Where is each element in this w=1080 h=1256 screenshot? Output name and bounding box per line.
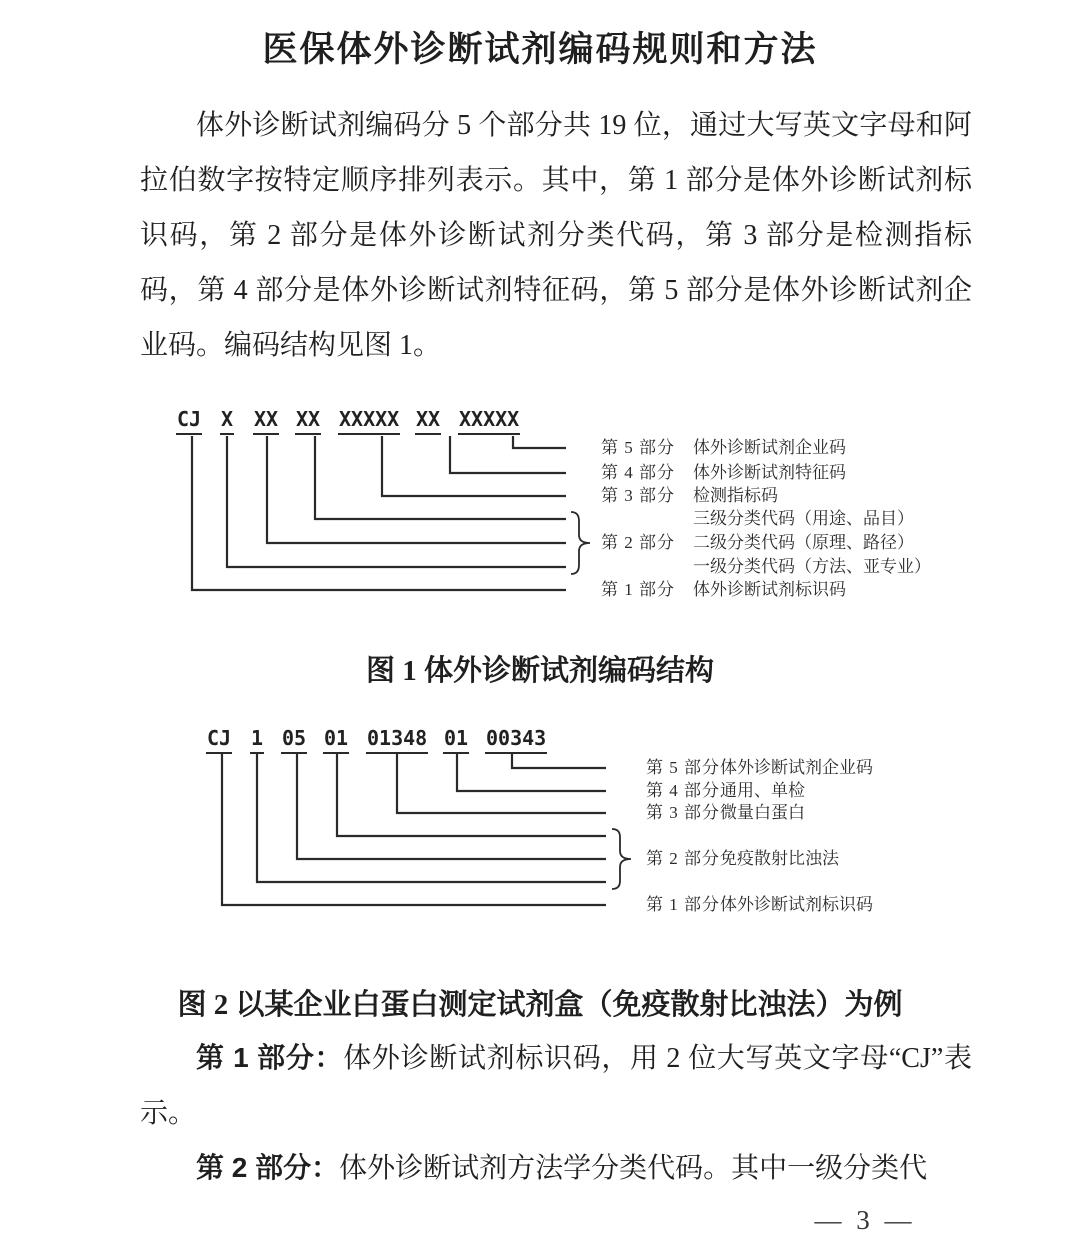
fig1-connector-lines <box>0 400 1080 615</box>
fig2-code-segment: 1 <box>250 725 264 754</box>
fig2-label-row <box>646 756 873 780</box>
figure2-example-diagram <box>0 723 1080 923</box>
fig2-label-row <box>646 779 805 803</box>
fig2-part-desc: 体外诊断试剂企业码 <box>720 758 873 777</box>
section-part2-paragraph <box>140 1140 972 1196</box>
fig2-part-name: 第 5 部分 <box>646 758 720 777</box>
section-part1-lead: 第 1 部分： <box>196 1042 344 1073</box>
fig2-label-row <box>646 847 839 871</box>
page-title: 医保体外诊断试剂编码规则和方法 <box>262 30 818 69</box>
fig2-code-segment: 01 <box>323 725 349 754</box>
fig1-label-row <box>601 531 914 555</box>
fig1-part-desc: 体外诊断试剂特征码 <box>693 463 846 482</box>
page-number: — 3 — <box>814 1205 916 1235</box>
fig2-code-segment: 05 <box>281 725 307 754</box>
fig2-part-desc: 体外诊断试剂标识码 <box>720 895 873 914</box>
fig2-code-segment: CJ <box>206 725 232 754</box>
fig2-code-segment: 01348 <box>366 725 428 754</box>
fig1-code-segment: XX <box>253 406 279 435</box>
fig1-label-row <box>601 436 846 460</box>
fig1-part-name: 第 3 部分 <box>601 486 675 505</box>
fig2-part-desc: 微量白蛋白 <box>720 803 805 822</box>
fig2-part-desc: 免疫散射比浊法 <box>720 849 839 868</box>
figure2-caption: 图 2 以某企业白蛋白测定试剂盒（免疫散射比浊法）为例 <box>177 989 903 1021</box>
section-part2-lead: 第 2 部分： <box>196 1152 340 1183</box>
fig1-part-desc: 三级分类代码（用途、品目） <box>693 509 914 528</box>
fig1-part-name: 第 1 部分 <box>601 580 675 599</box>
fig1-label-row <box>601 484 778 508</box>
fig1-part-desc: 检测指标码 <box>693 486 778 505</box>
fig2-part-desc: 通用、单检 <box>720 781 805 800</box>
figure1-coding-structure-diagram <box>0 400 1080 615</box>
fig2-part2-brace <box>612 829 631 889</box>
section-part1-paragraph <box>140 1030 972 1141</box>
fig1-code-segment: XXXXX <box>458 406 520 435</box>
fig1-part-name: 第 4 部分 <box>601 463 675 482</box>
fig2-part-name: 第 3 部分 <box>646 803 720 822</box>
section-part2-text: 体外诊断试剂方法学分类代码。其中一级分类代 <box>339 1153 928 1184</box>
fig1-part2-brace <box>571 512 590 574</box>
fig1-part-desc: 体外诊断试剂企业码 <box>693 438 846 457</box>
fig2-part-name: 第 1 部分 <box>646 895 720 914</box>
fig2-label-row <box>646 801 805 825</box>
fig1-code-segment: XXXXX <box>338 406 400 435</box>
fig1-part-name: 第 2 部分 <box>601 533 675 552</box>
fig2-label-row <box>646 893 873 917</box>
fig1-part-desc: 二级分类代码（原理、路径） <box>693 533 914 552</box>
fig1-label-row <box>601 555 931 579</box>
fig1-label-row <box>601 578 846 602</box>
fig1-code-segment: X <box>220 406 234 435</box>
fig1-code-segment: CJ <box>176 406 202 435</box>
fig1-label-row <box>601 461 846 485</box>
fig2-part-name: 第 4 部分 <box>646 781 720 800</box>
intro-paragraph: 体外诊断试剂编码分 5 个部分共 19 位，通过大写英文字母和阿拉伯数字按特定顺序排列表示。其中，第 1 部分是体外诊断试剂标识码，第 2 部分是体外诊断试剂分类代码，第 3 部分是检测指标码，第 4 部分是体外诊断试剂特征码，第 5 部分是体外诊断试剂企业码。编码结构见图 1。 <box>140 110 972 361</box>
fig1-part-desc: 体外诊断试剂标识码 <box>693 580 846 599</box>
fig2-code-segment: 01 <box>443 725 469 754</box>
figure1-caption: 图 1 体外诊断试剂编码结构 <box>365 655 714 687</box>
fig2-part-name: 第 2 部分 <box>646 849 720 868</box>
fig1-label-row <box>601 507 914 531</box>
fig1-part-name: 第 5 部分 <box>601 438 675 457</box>
fig1-part-desc: 一级分类代码（方法、亚专业） <box>693 557 931 576</box>
fig1-code-segment: XX <box>415 406 441 435</box>
fig2-code-segment: 00343 <box>485 725 547 754</box>
section-part1-text: 体外诊断试剂标识码，用 2 位大写英文字母“CJ”表示。 <box>140 1043 972 1129</box>
fig1-code-segment: XX <box>295 406 321 435</box>
